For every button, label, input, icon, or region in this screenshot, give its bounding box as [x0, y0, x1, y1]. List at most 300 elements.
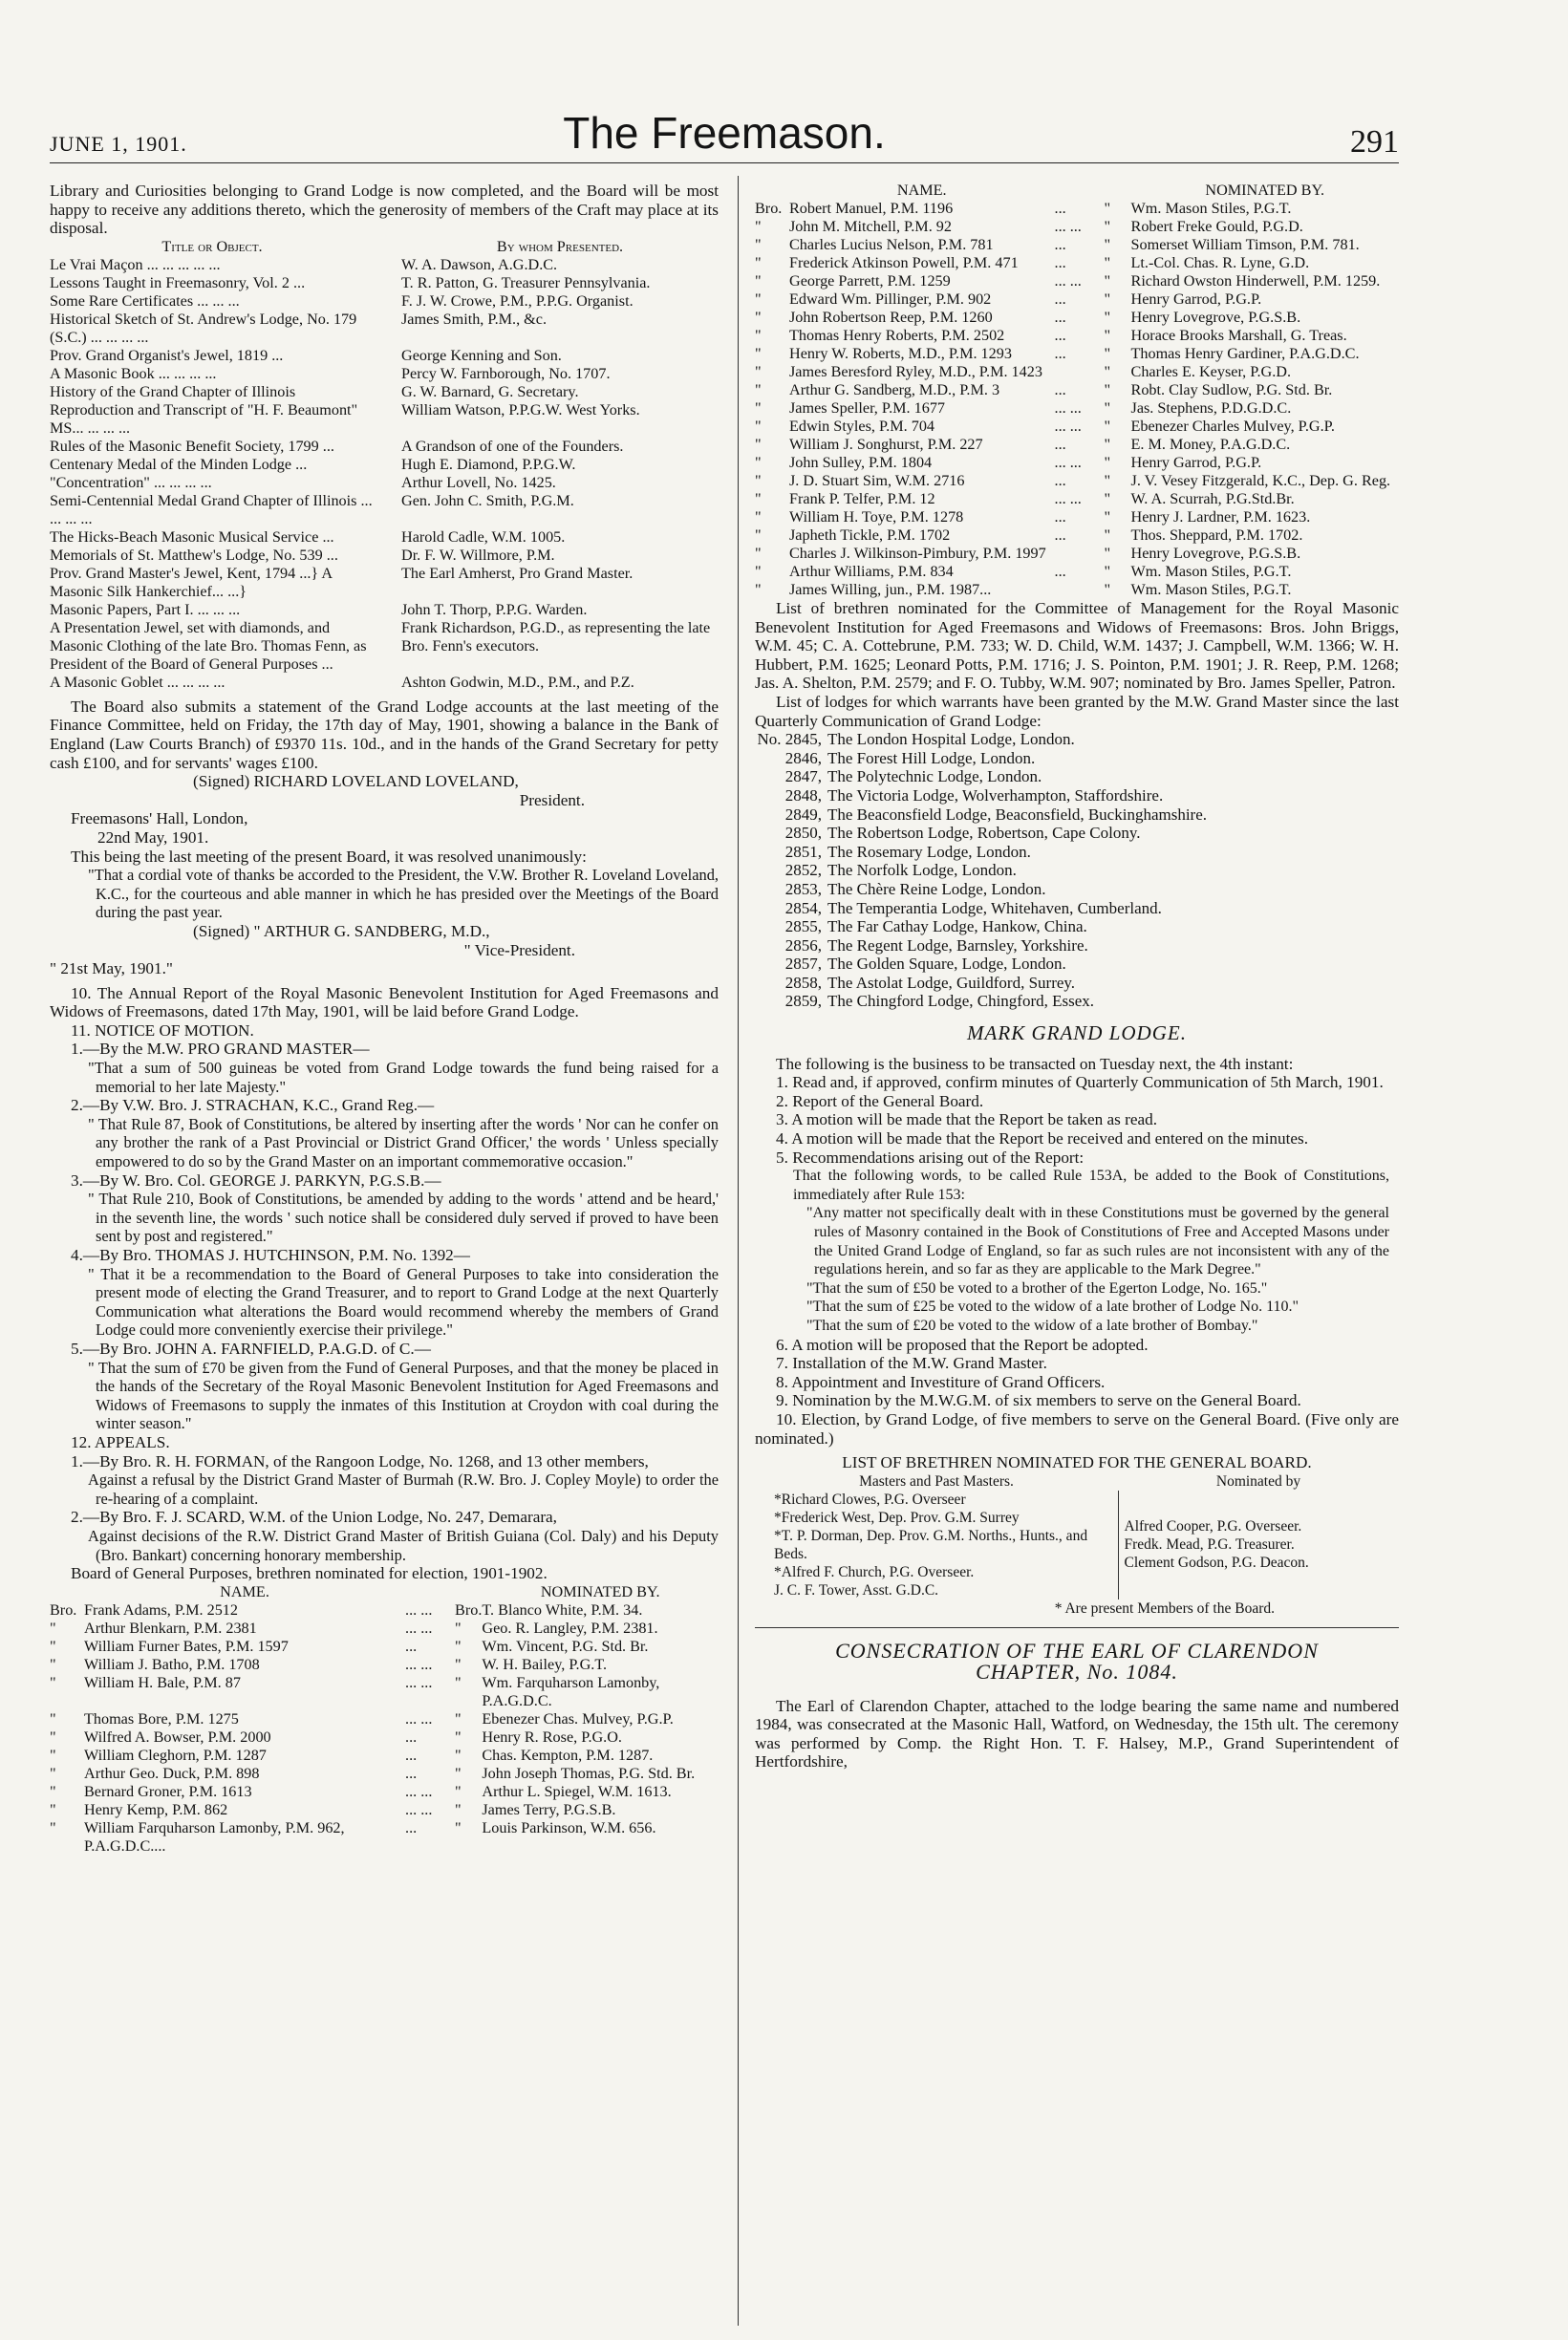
nomination-row [50, 1674, 719, 1710]
signature-president-title: President. [519, 790, 585, 809]
nomination-prefix: " [755, 290, 762, 308]
general-board-note: * Are present Members of the Board. [1054, 1599, 1275, 1617]
nominator-name: Henry Lovegrove, P.G.S.B. [1130, 545, 1301, 562]
lodge-number: 2853, [784, 879, 822, 898]
gift-row [50, 547, 719, 565]
nominator-name: Ebenezer Charles Mulvey, P.G.P. [1130, 418, 1335, 435]
nomination-row [50, 1819, 719, 1856]
nominator-name: James Terry, P.G.S.B. [482, 1800, 616, 1818]
committee-paragraph: List of brethren nominated for the Committee of Management for the Royal Masonic Benevolent Institution for Aged Freemasons and Widows of Freemasons: Bros. John Briggs, W.M. 45; C. A. Cottebrune, P.M. 733; W. D. Child, W.M. 1437; J. Campbell, W.M. 1366; W. H. Hubbert, P.M. 1625; Leonard Potts, P.M. 1716; J. S. Pointon, P.M. 1901; J. R. Reep, P.M. 1268; Jas. A. Shelton, P.M. 2579; and F. O. Tubby, W.M. 907; nominated by Bro. James Speller, Patron. [755, 599, 1399, 693]
gift-row [50, 292, 719, 311]
nominator-prefix: " [1104, 472, 1111, 489]
nominator-name: Henry Garrod, P.G.P. [1130, 290, 1262, 308]
nominee-name: William H. Toye, P.M. 1278 [789, 508, 964, 526]
nomination-leader [1055, 363, 1105, 381]
lodge-name: The Norfolk Lodge, London. [827, 861, 1017, 880]
nomination-row [755, 327, 1399, 345]
last-meeting: This being the last meeting of the present Board, it was resolved unanimously: [71, 847, 587, 866]
nominator-name: T. Blanco White, P.M. 34. [482, 1600, 643, 1619]
nominator-prefix: " [455, 1655, 462, 1673]
nominee-name: John Robertson Reep, P.M. 1260 [789, 309, 993, 326]
nominee-name: Robert Manuel, P.M. 1196 [789, 200, 954, 217]
nominator-prefix: " [1104, 399, 1111, 417]
nomination-prefix: " [755, 454, 762, 471]
signature-vice-title: " Vice-President. [463, 940, 575, 959]
gift-title: Prov. Grand Organist's Jewel, 1819 ... [50, 346, 284, 364]
nomination-row [755, 545, 1399, 563]
nominator-name: John Joseph Thomas, P.G. Std. Br. [482, 1764, 696, 1782]
gift-presenter: Frank Richardson, P.G.D., as representing the late Bro. Fenn's executors. [401, 618, 711, 655]
gifts-header [50, 238, 719, 256]
nomination-prefix: " [755, 563, 762, 580]
nomination-prefix: " [755, 581, 762, 598]
nomination-leader: ... [1054, 472, 1066, 489]
consecration-title: CONSECRATION OF THE EARL OF CLARENDON [835, 1639, 1319, 1664]
nomination-row [755, 436, 1399, 454]
gift-presenter: The Earl Amherst, Pro Grand Master. [401, 564, 634, 582]
lodge-number: 2849, [784, 805, 822, 824]
nomination-leader: ... [1054, 381, 1066, 398]
lodge-number: 2856, [784, 935, 822, 955]
nominator-prefix: " [1104, 490, 1111, 507]
lodge-name: The Chère Reine Lodge, London. [827, 879, 1046, 898]
nomination-prefix: " [50, 1728, 56, 1746]
gb-nominator: Clement Godson, P.G. Deacon. [1124, 1555, 1309, 1572]
gift-presenter: Dr. F. W. Willmore, P.M. [401, 546, 555, 564]
nomination-prefix: " [755, 272, 762, 290]
nominator-name: Wm. Mason Stiles, P.G.T. [1130, 200, 1292, 217]
lodge-row [755, 767, 1399, 786]
gift-row [50, 619, 719, 674]
nominator-name: E. M. Money, P.A.G.D.C. [1130, 436, 1291, 453]
nominator-name: Arthur L. Spiegel, W.M. 1613. [482, 1782, 672, 1800]
right-nom-col-name: NAME. [896, 182, 947, 199]
nomination-leader: ... [1054, 200, 1066, 217]
gift-title: Historical Sketch of St. Andrew's Lodge, No. 179 (S.C.) ... ... ... ... [50, 310, 357, 346]
nomination-prefix: " [755, 218, 762, 235]
lodge-row [755, 974, 1399, 993]
left-nom-header [50, 1583, 719, 1601]
nominator-name: Somerset William Timson, P.M. 781. [1130, 236, 1360, 253]
nominator-prefix: " [455, 1764, 462, 1782]
signature-president: (Signed) RICHARD LOVELAND LOVELAND, [193, 772, 519, 791]
nominator-prefix: " [1104, 381, 1111, 398]
gift-row [50, 601, 719, 619]
nominator-prefix: " [1104, 345, 1111, 362]
gift-presenter: G. W. Barnard, G. Secretary. [401, 382, 579, 400]
nomination-prefix: " [50, 1764, 56, 1782]
agenda-item: 6. A motion will be proposed that the Report be adopted. [776, 1335, 1149, 1354]
lodge-name: The Chingford Lodge, Chingford, Essex. [827, 992, 1095, 1011]
nomination-row [755, 490, 1399, 508]
nomination-leader: ... ... [405, 1655, 433, 1673]
statement-paragraph: The Board also submits a statement of the Grand Lodge accounts at the last meeting of the Finance Committee, held on Friday, the 17th day of May, 1901, showing a balance in the Bank of England (Law Courts Branch) of £9370 11s. 10d., and in the hands of the Grand Secretary for petty cash £100, and for servants' wages £100. [50, 697, 719, 772]
nominee-name: Bernard Groner, P.M. 1613 [84, 1782, 252, 1800]
item-10: 10. The Annual Report of the Royal Masonic Benevolent Institution for Aged Freemasons and Widows of Freemasons, dated 17th May, 1901, will be laid before Grand Lodge. [50, 983, 719, 1021]
gift-row [50, 383, 719, 401]
nomination-prefix: " [755, 381, 762, 398]
item-11: 11. NOTICE OF MOTION. [71, 1020, 254, 1040]
consecration-subtitle: CHAPTER, No. 1084. [976, 1659, 1178, 1684]
recommendation-quote-2: "That the sum of £50 be voted to a brother of the Egerton Lodge, No. 165." [806, 1279, 1268, 1297]
nomination-leader: ... [1054, 309, 1066, 326]
nominee-name: Henry Kemp, P.M. 862 [84, 1800, 228, 1818]
gift-title: History of the Grand Chapter of Illinois [50, 382, 296, 400]
gift-title: The Hicks-Beach Masonic Musical Service ... [50, 527, 334, 546]
nomination-prefix: " [50, 1619, 56, 1637]
nominator-name: Wm. Mason Stiles, P.G.T. [1130, 563, 1292, 580]
agenda-item: 1. Read and, if approved, confirm minutes of Quarterly Communication of 5th March, 1901. [776, 1073, 1384, 1092]
nominator-prefix: " [455, 1673, 462, 1691]
masthead-title: The Freemason. [563, 108, 886, 158]
gift-title: A Masonic Book ... ... ... ... [50, 364, 217, 382]
nominator-name: Jas. Stephens, P.D.G.D.C. [1130, 399, 1292, 417]
gift-title: Reproduction and Transcript of "H. F. Beaumont" MS... ... ... ... [50, 400, 358, 437]
nominator-prefix: " [1104, 563, 1111, 580]
motion-1-text: "That a sum of 500 guineas be voted from Grand Lodge towards the fund being raised for a memorial to her late Majesty." [88, 1059, 719, 1096]
nominator-name: Henry R. Rose, P.G.O. [482, 1728, 622, 1746]
mark-items-list [755, 1073, 1399, 1167]
nominator-prefix: " [1104, 200, 1111, 217]
lodge-row [755, 955, 1399, 974]
lodge-number: 2846, [784, 748, 822, 767]
nomination-row [50, 1710, 719, 1728]
nominator-prefix: " [1104, 526, 1111, 544]
nominee-name: William Cleghorn, P.M. 1287 [84, 1746, 267, 1764]
warrants-paragraph: List of lodges for which warrants have been granted by the M.W. Grand Master since the last Quarterly Communication of Grand Lodge: [755, 692, 1399, 730]
lodges-table [755, 730, 1399, 1011]
lodge-number: 2850, [784, 824, 822, 843]
nomination-prefix: " [755, 436, 762, 453]
nominator-prefix: " [455, 1709, 462, 1728]
right-nom-body [755, 200, 1399, 599]
motion-2: 2.—By V.W. Bro. J. STRACHAN, K.C., Grand Reg.— [71, 1096, 435, 1115]
nominator-prefix: " [455, 1746, 462, 1764]
signature-vice: (Signed) " ARTHUR G. SANDBERG, M.D., [193, 921, 490, 940]
vote-quote: "That a cordial vote of thanks be accorded to the President, the V.W. Brother R. Loveland Loveland, K.C., for the courteous and able manner in which he has presided over the Meetings of the Board during the past year. [88, 866, 719, 922]
nominator-name: Horace Brooks Marshall, G. Treas. [1130, 327, 1347, 344]
gift-row [50, 492, 719, 528]
nomination-leader: ... [1054, 436, 1066, 453]
nomination-row [755, 218, 1399, 236]
nominator-prefix: " [455, 1818, 462, 1836]
gift-row [50, 311, 719, 347]
nominator-name: Richard Owston Hinderwell, P.M. 1259. [1130, 272, 1381, 290]
motion-3: 3.—By W. Bro. Col. GEORGE J. PARKYN, P.G.S.B.— [71, 1170, 441, 1190]
nomination-leader: ... ... [1054, 399, 1082, 417]
nominee-name: Wilfred A. Bowser, P.M. 2000 [84, 1728, 271, 1746]
gift-presenter: Harold Cadle, W.M. 1005. [401, 527, 566, 546]
agenda-item: 7. Installation of the M.W. Grand Master. [776, 1354, 1047, 1373]
lodge-row [755, 843, 1399, 862]
nominee-name: George Parrett, P.M. 1259 [789, 272, 951, 290]
recommendation-quote-1: "Any matter not specifically dealt with in these Constitutions must be governed by the general rules of Masonry contained in the Book of Constitutions of Free and Accepted Masons under the United Grand Lodge of England, so far as such rules are not inconsistent with any of the regulations herein, and so far as they are applicable to the Mark Degree." [806, 1205, 1389, 1278]
nominator-name: Wm. Mason Stiles, P.G.T. [1130, 581, 1292, 598]
agenda-item: 8. Appointment and Investiture of Grand Officers. [776, 1372, 1106, 1391]
nomination-leader: ... ... [405, 1600, 433, 1619]
gift-presenter: Hugh E. Diamond, P.P.G.W. [401, 455, 576, 473]
nominator-prefix: " [1104, 309, 1111, 326]
gifts-table [50, 238, 719, 692]
general-board-header [755, 1472, 1399, 1491]
nomination-row [50, 1601, 719, 1620]
nominee-name: John M. Mitchell, P.M. 92 [789, 218, 952, 235]
nomination-leader: ... ... [1054, 454, 1082, 471]
nomination-leader: ... ... [1054, 490, 1082, 507]
nomination-prefix: " [755, 472, 762, 489]
nomination-row [755, 381, 1399, 399]
nominee-name: William H. Bale, P.M. 87 [84, 1673, 241, 1691]
gift-title: A Presentation Jewel, set with diamonds, and Masonic Clothing of the late Bro. Thomas Fenn, as President of the Board of General Purposes ... [50, 618, 367, 673]
lodge-name: The Polytechnic Lodge, London. [827, 767, 1042, 786]
nominee-name: James Beresford Ryley, M.D., P.M. 1423 [789, 363, 1042, 380]
nomination-prefix: " [755, 309, 762, 326]
place-date: 22nd May, 1901. [97, 827, 209, 847]
mark-intro: The following is the business to be transacted on Tuesday next, the 4th instant: [776, 1054, 1294, 1073]
agenda-item: 2. Report of the General Board. [776, 1091, 984, 1110]
gift-row [50, 674, 719, 692]
nominator-prefix: " [1104, 254, 1111, 271]
gb-masters-list [755, 1491, 1118, 1599]
nomination-row [50, 1765, 719, 1783]
motion-5: 5.—By Bro. JOHN A. FARNFIELD, P.A.G.D. of C.— [71, 1339, 431, 1358]
nomination-prefix: " [755, 418, 762, 435]
mark-items-list-2 [755, 1336, 1399, 1449]
left-nominations-table [50, 1583, 719, 1856]
nominator-prefix: " [455, 1728, 462, 1746]
gb-col-masters: Masters and Past Masters. [859, 1472, 1014, 1490]
gb-master: J. C. F. Tower, Asst. G.D.C. [774, 1581, 939, 1599]
nomination-leader: ... [405, 1746, 418, 1764]
lodge-name: The Far Cathay Lodge, Hankow, China. [827, 917, 1087, 936]
nominator-prefix: " [455, 1619, 462, 1637]
lodge-number: 2848, [784, 785, 822, 805]
nominator-name: Robt. Clay Sudlow, P.G. Std. Br. [1130, 381, 1333, 398]
gift-presenter: George Kenning and Son. [401, 346, 562, 364]
gb-nominator: Fredk. Mead, P.G. Treasurer. [1124, 1536, 1295, 1554]
agenda-item: 10. Election, by Grand Lodge, of five members to serve on the General Board. (Five only are nominated.) [755, 1409, 1399, 1448]
lodge-number: 2851, [784, 842, 822, 861]
nominee-name: William J. Batho, P.M. 1708 [84, 1655, 260, 1673]
nominee-name: Henry W. Roberts, M.D., P.M. 1293 [789, 345, 1012, 362]
gift-title: Rules of the Masonic Benefit Society, 1799 ... [50, 437, 334, 455]
nomination-row [50, 1783, 719, 1801]
nominator-prefix: " [455, 1800, 462, 1818]
nominator-prefix: " [1104, 436, 1111, 453]
motion-3-text: " That Rule 210, Book of Constitutions, be amended by adding to the words ' attend and be heard,' in the seventh line, the words ' such notice shall be considered duly served if proved to have been sent by post and registered." [88, 1190, 719, 1246]
nomination-leader: ... ... [405, 1709, 433, 1728]
nominator-name: Robert Freke Gould, P.G.D. [1130, 218, 1303, 235]
gift-row [50, 274, 719, 292]
nominator-prefix: " [1104, 290, 1111, 308]
right-column [755, 182, 1399, 1771]
consecration-paragraph: The Earl of Clarendon Chapter, attached to the lodge bearing the same name and numbered 1984, was consecrated at the Masonic Hall, Watford, on Wednesday, the 15th ult. The ceremony was performed by Comp. the Right Hon. T. F. Halsey, M.P., Grand Superintendent of Hertfordshire, [755, 1696, 1399, 1771]
nominator-name: Henry Lovegrove, P.G.S.B. [1130, 309, 1301, 326]
motion-4: 4.—By Bro. THOMAS J. HUTCHINSON, P.M. No. 1392— [71, 1246, 470, 1264]
gift-presenter: W. A. Dawson, A.G.D.C. [401, 255, 558, 273]
lodge-row [755, 749, 1399, 768]
lodge-row [755, 880, 1399, 899]
page-number: 291 [1350, 124, 1399, 160]
nomination-prefix: " [755, 254, 762, 271]
nominator-name: Wm. Farquharson Lamonby, P.A.G.D.C. [482, 1673, 660, 1709]
agenda-item: 9. Nomination by the M.W.G.M. of six members to serve on the General Board. [776, 1391, 1301, 1410]
nomination-prefix: " [755, 345, 762, 362]
nominator-prefix: " [1104, 545, 1111, 562]
gift-title: A Masonic Goblet ... ... ... ... [50, 673, 226, 691]
gift-row [50, 565, 719, 601]
gift-presenter: Percy W. Farnborough, No. 1707. [401, 364, 611, 382]
nomination-prefix: " [50, 1637, 56, 1655]
nominator-name: W. H. Bailey, P.G.T. [482, 1655, 608, 1673]
gb-nominators-list [1118, 1491, 1399, 1599]
header-rule [50, 162, 1399, 163]
general-board-table [755, 1472, 1399, 1599]
nomination-row [50, 1638, 719, 1656]
gift-presenter: Arthur Lovell, No. 1425. [401, 473, 556, 491]
nominee-name: Frank Adams, P.M. 2512 [84, 1600, 238, 1619]
nomination-prefix: " [50, 1782, 56, 1800]
gift-presenter: William Watson, P.P.G.W. West Yorks. [401, 400, 640, 419]
nomination-prefix: " [50, 1709, 56, 1728]
nomination-prefix: " [755, 399, 762, 417]
gb-master: *Richard Clowes, P.G. Overseer [774, 1491, 966, 1508]
nomination-row [755, 399, 1399, 418]
gift-row [50, 528, 719, 547]
lodge-number: 2855, [784, 917, 822, 936]
nomination-prefix: " [755, 545, 762, 562]
lodge-row [755, 936, 1399, 955]
motion-5-text: " That the sum of £70 be given from the Fund of General Purposes, and that the money be placed in the hands of the Secretary of the Royal Masonic Benevolent Institution for Aged Freemasons and Widows of Freemasons to supply the inmates of this Institution at Croydon with coal during the winter season." [88, 1358, 719, 1433]
gift-presenter: James Smith, P.M., &c. [401, 310, 547, 328]
nominator-prefix: " [1104, 272, 1111, 290]
gift-row [50, 456, 719, 474]
lodge-row [755, 992, 1399, 1011]
gb-master: *Frederick West, Dep. Prov. G.M. Surrey [774, 1509, 1020, 1526]
lodge-name: The Astolat Lodge, Guildford, Surrey. [827, 973, 1076, 992]
left-nom-col-by: NOMINATED BY. [540, 1582, 660, 1600]
recommendation-quote-3: "That the sum of £25 be voted to the widow of a late brother of Lodge No. 110." [806, 1299, 1300, 1316]
nominee-name: William Farquharson Lamonby, P.M. 962, P.A.G.D.C.... [84, 1818, 345, 1855]
gift-row [50, 474, 719, 492]
nomination-row [50, 1656, 719, 1674]
nomination-row [50, 1747, 719, 1765]
gb-nominator: Alfred Cooper, P.G. Overseer. [1124, 1518, 1302, 1535]
nominee-name: Japheth Tickle, P.M. 1702 [789, 526, 951, 544]
nomination-leader: ... [1054, 345, 1066, 362]
nomination-leader: ... ... [1054, 218, 1082, 235]
lodge-name: The Regent Lodge, Barnsley, Yorkshire. [827, 935, 1088, 955]
appeal-2: 2.—By Bro. F. J. SCARD, W.M. of the Union Lodge, No. 247, Demarara, [71, 1508, 557, 1527]
nominator-name: Geo. R. Langley, P.M. 2381. [482, 1619, 658, 1637]
place-line: Freemasons' Hall, London, [71, 809, 248, 828]
gb-master: *Alfred F. Church, P.G. Overseer. [774, 1563, 975, 1580]
nominator-name: Lt.-Col. Chas. R. Lyne, G.D. [1130, 254, 1310, 271]
nominator-prefix: " [1104, 418, 1111, 435]
nomination-leader: ... [405, 1728, 418, 1746]
lodge-name: The London Hospital Lodge, London. [827, 730, 1075, 749]
gifts-col-by: By whom Presented. [496, 237, 624, 255]
recommendation-quote-4: "That the sum of £20 be voted to the widow of a late brother of Bombay." [806, 1317, 1258, 1334]
gift-row [50, 256, 719, 274]
nomination-leader: ... [1054, 290, 1066, 308]
left-nom-col-name: NAME. [220, 1582, 269, 1600]
nomination-row [755, 272, 1399, 290]
nomination-row [755, 563, 1399, 581]
gift-title: Lessons Taught in Freemasonry, Vol. 2 ... [50, 273, 306, 291]
gift-row [50, 438, 719, 456]
lodge-row [755, 917, 1399, 936]
gift-presenter: T. R. Patton, G. Treasurer Pennsylvania. [401, 273, 651, 291]
nominator-name: J. V. Vesey Fitzgerald, K.C., Dep. G. Reg. [1130, 472, 1391, 489]
nomination-prefix: " [50, 1800, 56, 1818]
recommendation-intro: That the following words, to be called Rule 153A, be added to the Book of Constitutions, immediately after Rule 153: [793, 1168, 1389, 1203]
gift-row [50, 365, 719, 383]
motion-1: 1.—By the M.W. PRO GRAND MASTER— [71, 1040, 370, 1059]
nomination-prefix: " [50, 1746, 56, 1764]
nomination-row [755, 454, 1399, 472]
nomination-prefix: " [755, 490, 762, 507]
nominator-name: Louis Parkinson, W.M. 656. [482, 1818, 656, 1836]
nomination-row [755, 508, 1399, 526]
gift-title: Prov. Grand Master's Jewel, Kent, 1794 ...} A Masonic Silk Hankerchief... ...} [50, 564, 333, 600]
nominator-prefix: " [455, 1782, 462, 1800]
agenda-item: 5. Recommendations arising out of the Report: [776, 1148, 1085, 1167]
nomination-leader: ... [405, 1818, 418, 1836]
gifts-body [50, 256, 719, 692]
gift-title: "Concentration" ... ... ... ... [50, 473, 212, 491]
nomination-prefix: " [755, 526, 762, 544]
nomination-leader: ... [1054, 563, 1066, 580]
nominator-name: Ebenezer Chas. Mulvey, P.G.P. [482, 1709, 674, 1728]
lodge-name: The Forest Hill Lodge, London. [827, 748, 1036, 767]
nominator-prefix: Bro. [455, 1600, 483, 1619]
nominee-name: J. D. Stuart Sim, W.M. 2716 [789, 472, 965, 489]
nominator-prefix: " [1104, 327, 1111, 344]
gift-presenter: F. J. W. Crowe, P.M., P.P.G. Organist. [401, 291, 634, 310]
nominee-name: Arthur Geo. Duck, P.M. 898 [84, 1764, 260, 1782]
nominee-name: Arthur G. Sandberg, M.D., P.M. 3 [789, 381, 1000, 398]
column-divider [738, 176, 739, 2326]
nominator-prefix: " [1104, 218, 1111, 235]
gb-col-nominated: Nominated by [1215, 1472, 1301, 1490]
lodge-name: The Beaconsfield Lodge, Beaconsfield, Buckinghamshire. [827, 805, 1208, 824]
nominee-name: Arthur Williams, P.M. 834 [789, 563, 954, 580]
nomination-row [755, 200, 1399, 218]
lodge-name: The Victoria Lodge, Wolverhampton, Staffordshire. [827, 785, 1164, 805]
nomination-row [755, 345, 1399, 363]
lodge-row [755, 805, 1399, 825]
nominee-name: James Speller, P.M. 1677 [789, 399, 946, 417]
nomination-row [50, 1801, 719, 1819]
nominee-name: William Furner Bates, P.M. 1597 [84, 1637, 289, 1655]
nomination-row [50, 1620, 719, 1638]
motion-4-text: " That it be a recommendation to the Board of General Purposes to take into consideration the present mode of electing the Grand Treasurer, and to report to Grand Lodge at the next Quarterly Communication what alterations the Board would recommend whereby the members of Grand Lodge could more conveniently exercise their privilege." [88, 1264, 719, 1340]
nominee-name: Thomas Henry Roberts, P.M. 2502 [789, 327, 1005, 344]
nomination-leader [1055, 581, 1105, 599]
nomination-leader: ... ... [405, 1782, 433, 1800]
lodge-number: No. 2845, [757, 730, 822, 749]
nomination-prefix: Bro. [50, 1600, 77, 1619]
lodge-name: The Robertson Lodge, Robertson, Cape Colony. [827, 824, 1141, 843]
lodge-number: 2857, [784, 955, 822, 974]
nominator-name: Wm. Vincent, P.G. Std. Br. [482, 1637, 649, 1655]
gift-row [50, 401, 719, 438]
board-line: Board of General Purposes, brethren nominated for election, 1901-1902. [71, 1564, 548, 1583]
gift-title: Masonic Papers, Part I. ... ... ... [50, 600, 241, 618]
nominee-name: Charles Lucius Nelson, P.M. 781 [789, 236, 994, 253]
nomination-leader: ... [1054, 508, 1066, 526]
